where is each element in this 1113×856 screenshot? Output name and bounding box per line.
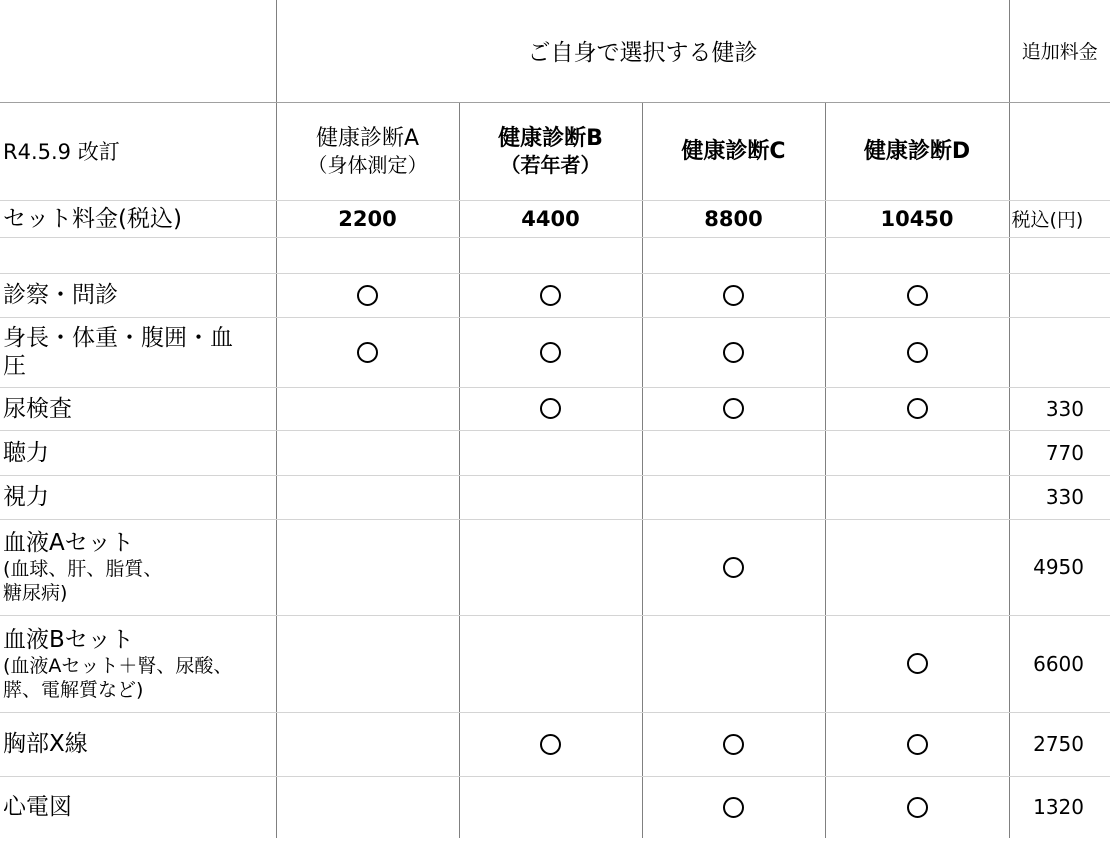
item-1-fee <box>1009 317 1110 387</box>
plan-c-header <box>642 102 825 200</box>
spacer-row <box>0 237 1110 273</box>
plan-a-header <box>276 102 459 200</box>
circle-mark-icon <box>723 342 744 363</box>
plan-a-name: 健康診断A <box>315 125 420 151</box>
item-0-fee <box>1009 273 1110 317</box>
item-label <box>0 615 276 712</box>
circle-mark-icon <box>540 285 561 306</box>
item-8-fee: 1320 <box>1009 776 1110 838</box>
item-label: 胸部X線 <box>0 712 276 776</box>
plan-b-name: 健康診断B <box>498 125 603 151</box>
circle-mark-icon <box>723 797 744 818</box>
plan-c-name: 健康診断C <box>681 138 786 164</box>
item-0-mark-a <box>276 273 459 317</box>
circle-mark-icon <box>357 285 378 306</box>
item-row <box>0 317 1110 387</box>
item-label: 心電図 <box>3 794 72 821</box>
item-6-sub2: 膵、電解質など) <box>3 678 144 701</box>
plan-b-sub: （若年者） <box>500 152 601 177</box>
item-1-mark-a <box>276 317 459 387</box>
price-row-label: セット料金(税込) <box>0 200 276 237</box>
price-b: 4400 <box>459 200 642 237</box>
item-5-label: 血液Aセット <box>3 530 134 556</box>
item-row <box>0 776 1110 838</box>
item-7-mark-b <box>459 712 642 776</box>
item-4-fee: 330 <box>1009 475 1110 519</box>
group-title <box>276 0 1009 102</box>
item-row <box>0 712 1110 776</box>
item-1-mark-c <box>642 317 825 387</box>
circle-mark-icon <box>907 398 928 419</box>
item-row <box>0 273 1110 317</box>
item-7-mark-d <box>825 712 1009 776</box>
plan-a-sub: （身体測定） <box>307 152 428 177</box>
item-8-mark-d <box>825 776 1009 838</box>
item-5-sub2: 糖尿病) <box>3 582 68 604</box>
item-3-fee: 770 <box>1009 430 1110 475</box>
plan-d-header <box>825 102 1009 200</box>
header-row <box>0 0 1110 102</box>
plan-d-name: 健康診断D <box>863 138 971 164</box>
item-2-mark-b <box>459 387 642 430</box>
item-7-fee: 2750 <box>1009 712 1110 776</box>
item-1-label-line1: 身長・体重・腹囲・血 <box>3 325 233 351</box>
price-row <box>0 200 1110 237</box>
item-row <box>0 387 1110 430</box>
item-label <box>0 519 276 615</box>
item-row <box>0 475 1110 519</box>
item-1-mark-d <box>825 317 1009 387</box>
item-2-mark-d <box>825 387 1009 430</box>
circle-mark-icon <box>540 342 561 363</box>
item-1-mark-b <box>459 317 642 387</box>
circle-mark-icon <box>723 398 744 419</box>
group-title-text: ご自身で選択する健診 <box>527 40 758 67</box>
item-label: 診察・問診 <box>0 273 276 317</box>
circle-mark-icon <box>907 285 928 306</box>
circle-mark-icon <box>540 398 561 419</box>
item-7-mark-c <box>642 712 825 776</box>
circle-mark-icon <box>357 342 378 363</box>
item-label <box>0 317 276 387</box>
extra-fee-title <box>1009 0 1110 102</box>
item-2-mark-c <box>642 387 825 430</box>
item-5-mark-c <box>642 519 825 615</box>
price-a: 2200 <box>276 200 459 237</box>
item-8-mark-c <box>642 776 825 838</box>
plan-row <box>0 102 1110 200</box>
item-row <box>0 519 1110 615</box>
corner-cell <box>0 0 276 102</box>
item-5-sub1: (血球、肝、脂質、 <box>3 558 163 580</box>
item-label: 視力 <box>0 475 276 519</box>
item-2-mark-a <box>276 387 459 430</box>
price-unit: 税込(円) <box>1009 200 1110 237</box>
item-2-fee: 330 <box>1009 387 1110 430</box>
item-6-label: 血液Bセット <box>3 626 134 653</box>
item-5-fee: 4950 <box>1009 519 1110 615</box>
item-0-mark-c <box>642 273 825 317</box>
item-6-sub1: (血液Aセット＋腎、尿酸、 <box>3 654 233 677</box>
circle-mark-icon <box>723 285 744 306</box>
plan-b-header <box>459 102 642 200</box>
item-6-mark-d <box>825 615 1009 712</box>
item-0-mark-b <box>459 273 642 317</box>
item-row <box>0 430 1110 475</box>
plan-row-fee-cell <box>1009 102 1110 200</box>
circle-mark-icon <box>907 342 928 363</box>
circle-mark-icon <box>907 653 928 674</box>
circle-mark-icon <box>723 557 744 578</box>
price-c: 8800 <box>642 200 825 237</box>
item-1-label-line2: 圧 <box>3 353 26 379</box>
item-row <box>0 615 1110 712</box>
item-label: 尿検査 <box>0 387 276 430</box>
item-6-fee: 6600 <box>1009 615 1110 712</box>
circle-mark-icon <box>907 734 928 755</box>
price-d: 10450 <box>825 200 1009 237</box>
item-label: 聴力 <box>0 430 276 475</box>
circle-mark-icon <box>540 734 561 755</box>
circle-mark-icon <box>723 734 744 755</box>
revision-label: R4.5.9 改訂 <box>0 102 276 200</box>
extra-fee-title-text: 追加料金 <box>1021 41 1098 64</box>
item-0-mark-d <box>825 273 1009 317</box>
circle-mark-icon <box>907 797 928 818</box>
